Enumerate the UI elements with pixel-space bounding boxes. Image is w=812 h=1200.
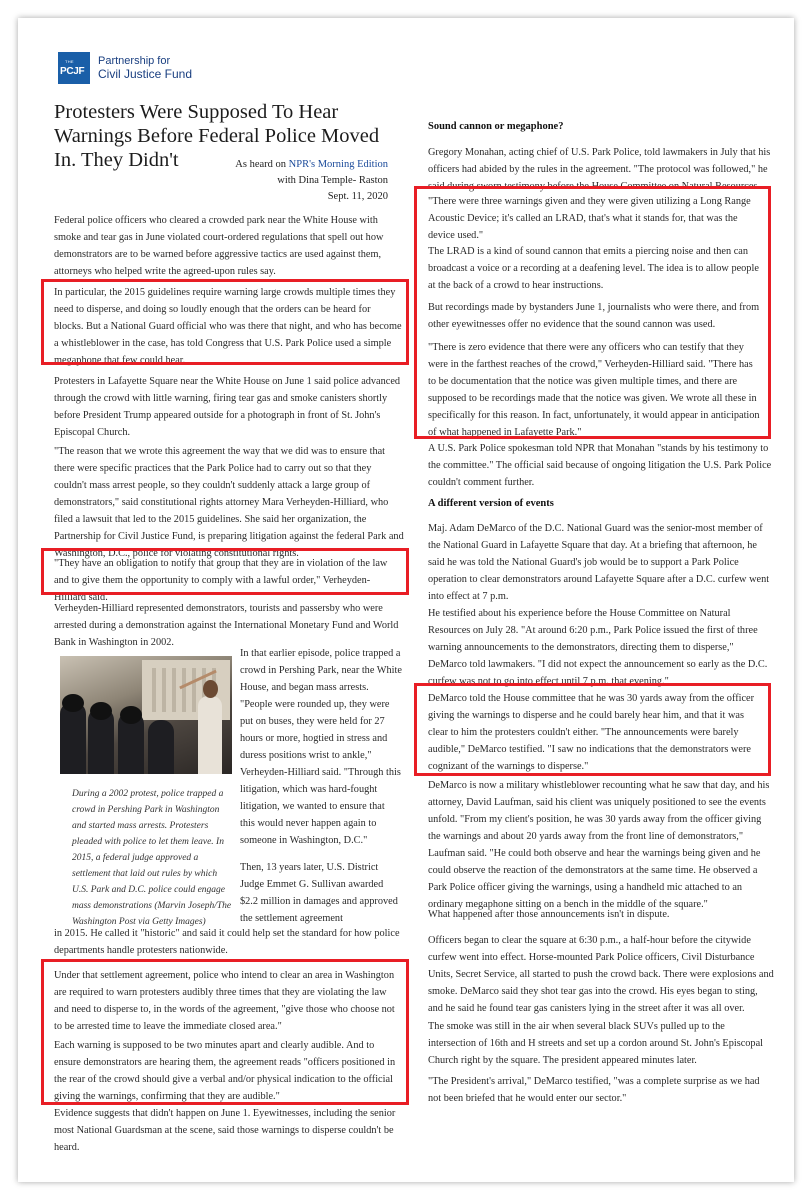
right-paragraph-6: A U.S. Park Police spokesman told NPR that Monahan "stands by his testimony to the committee." The official said because of ongoing litigation the U.S. Park Police couldn't comment further. [428,443,772,488]
right-paragraph-7: Maj. Adam DeMarco of the D.C. National Guard was the senior-most member of the National Guard in Lafayette Square that day. At a briefing that afternoon, he said he was told the National Guard's job would be to support a Park Police operation to clear demonstrators around Lafayette Square after a D.C. curfew went into effect at 7 p.m. [428,523,770,602]
right-paragraph-10: DeMarco is now a military whistleblower recounting what he saw that day, and his attorney, David Laufman, said his client was uniquely positioned to see the events unfold. "From my client's position, he was 30 yards away from the officer giving the warnings and about 20 yards away from the front line of demonstrators," Laufman said. "He could both observe and hear the warnings being given and he could observe the reaction of the demonstrators at the same time. He observed a Park Police officer giving the warnings, using a handheld mic attached to an ordinary megaphone sitting on a bench in the middle of the square." [428,780,770,910]
left-paragraph-8: Then, 13 years later, U.S. District Judge Emmet G. Sullivan awarded $2.2 million in damages and approved the settlement agreement [240,862,398,924]
left-paragraph-7: In that earlier episode, police trapped a crowd in Pershing Park, near the White House, and began mass arrests. "People were rounded up, they were put on buses, they were held for 27 hours or more, hogtied in stress and duress positions wrist to ankle," Verheyden-Hilliard said. "Through this litigation, which was hard-fought litigation, we wanted to ensure that this would never happen again to someone in Washington, D.C." [240,648,402,846]
right-heading-1: Sound cannon or megaphone? [428,121,564,132]
byline-date: Sept. 11, 2020 [327,191,388,202]
highlight-box-obligation [41,548,409,595]
highlight-box-settlement [41,959,409,1105]
left-paragraph-9: Under that settlement agreement, police who intend to clear an area in Washington are required to warn protesters audibly three times that they are violating the law and need to disperse to, in the words of the agreement, "give those who choose not to be arrested time to leave the immediate closed area." [54,970,395,1032]
org-name [98,55,192,81]
pcjf-logo [58,52,90,84]
left-paragraph-6: Verheyden-Hilliard represented demonstrators, tourists and passersby who were arrested during a demonstration against the International Monetary Fund and World Bank in Washington in 2002. [54,603,399,648]
left-paragraph-5: "They have an obligation to notify that group that they are in violation of the law and to give them the opportunity to comply with a lawful order," Verheyden-Hilliard said. [54,558,388,603]
right-paragraph-2: "There were three warnings given and they were given utilizing a Long Range Acoustic Device; it's called an LRAD, that's what it stands for, that was the device used." [428,196,751,241]
photo-caption: During a 2002 protest, police trapped a crowd in Pershing Park in Washington and started mass arrests. Protesters pleaded with police to let them leave. In 2015, a federal judge approved a settlement that laid out rules by which U.S. Park and D.C. police could engage mass demonstrations (Marvin Joseph/The Washington Post via Getty Images) [72,789,232,927]
logo-abbr-text: PCJF [60,66,85,77]
byline-author: with Dina Temple- Raston [277,175,388,186]
right-paragraph-9: DeMarco told the House committee that he was 30 yards away from the officer giving the warnings to disperse and he could barely hear him, and that it was clear to him the protesters couldn't either. "The announcements were barely audible," DeMarco testified. "I saw no indications that the demonstrators were cognizant of the warnings to disperse." [428,693,755,772]
logo-the-text: THE [65,59,74,64]
right-paragraph-13: The smoke was still in the air when several black SUVs pulled up to the intersection of 16th and H streets and set up a cordon around St. John's Episcopal Church right by the square. The president appeared minutes later. [428,1021,764,1066]
left-paragraph-11: Evidence suggests that didn't happen on June 1. Eyewitnesses, including the senior most National Guardsman at the scene, said those warnings to disperse couldn't be heard. [54,1108,396,1153]
article-title: Protesters Were Supposed To Hear Warnings Before Federal Police Moved In. They Didn't [54,101,380,171]
right-paragraph-3: The LRAD is a kind of sound cannon that emits a piercing noise and then can broadcast a voice or a recording at a deafening level. The idea is to allow people at the back of a crowd to hear instructions. [428,246,759,291]
highlight-box-demarco [414,683,771,776]
org-name-line2: Civil Justice Fund [98,67,193,81]
right-heading-2: A different version of events [428,498,554,509]
right-paragraph-1: Gregory Monahan, acting chief of U.S. Park Police, told lawmakers in July that his officers had abided by the rules in the agreement. "The protocol was followed," he said during sworn testimony before the House Committee on Natural Resources. [428,147,771,192]
right-paragraph-5: "There is zero evidence that there were any officers who can testify that they were in the farthest reaches of the crowd," Verheyden-Hilliard said. "There has to be documentation that the notice was given multiple times, and there are supposed to be recordings made that the notice was given. We wrote all these in specifically for this reason. In fact, unfortunately, it would appear in anticipation of what happened in Lafayette Park." [428,342,760,438]
left-paragraph-1: Federal police officers who cleared a crowded park near the White House with smoke and tear gas in June violated court-ordered regulations that spell out how demonstrators are to be warned before aggressive tactics are used against them, attorneys who helped write the agreed-upon rules say. [54,215,384,277]
left-paragraph-8-continued: in 2015. He called it "historic" and said it could help set the standard for how police departments handle protesters nationwide. [54,928,400,956]
highlight-box-guidelines [41,279,409,365]
byline-source-link[interactable]: NPR's Morning Edition [288,159,388,170]
protest-photo [60,656,232,774]
article-byline [235,157,388,205]
right-paragraph-14: "The President's arrival," DeMarco testified, "was a complete surprise as we had not been briefed that he would enter our sector." [428,1076,760,1104]
org-name-line1: Partnership for [98,55,171,67]
highlight-box-lrad [414,186,771,439]
right-paragraph-11: What happened after those announcements isn't in dispute. [428,909,670,920]
right-paragraph-8: He testified about his experience before the House Committee on Natural Resources on July 28. "At around 6:20 p.m., Park Police issued the first of three warning announcements to the demonstrators, directing them to disperse," DeMarco told lawmakers. "I did not expect the announcement so early as the D.C. curfew was not to go into effect until 7 p.m. that evening." [428,608,768,687]
left-paragraph-10: Each warning is supposed to be two minutes apart and clearly audible. And to ensure demonstrators are hearing them, the agreement reads "officers positioned in the rear of the crowd should give a verbal and/or physical indication to the official giving the warnings, confirming that they are audible." [54,1040,396,1102]
byline-prefix: As heard on [235,159,289,170]
right-paragraph-4: But recordings made by bystanders June 1, journalists who were there, and from other eyewitnesses offer no evidence that the sound cannon was used. [428,302,760,330]
left-paragraph-3: Protesters in Lafayette Square near the White House on June 1 said police advanced through the crowd with little warning, firing tear gas and smoke canisters shortly before President Trump appeared outside for a photograph in front of St. John's Episcopal Church. [54,376,401,438]
left-paragraph-4: "The reason that we wrote this agreement the way that we did was to ensure that there were specific practices that the Park Police had to carry out so that they couldn't mass arrest people, so they couldn't suddenly attack a large group of demonstrators," said constitutional rights attorney Mara Verheyden-Hilliard, who filed a lawsuit that led to the 2015 guidelines. She said her organization, the Partnership for Civil Justice Fund, is preparing litigation against the federal Park and Washington, D.C., police for violating constitutional rights. [54,446,404,559]
right-paragraph-12: Officers began to clear the square at 6:30 p.m., a half-hour before the citywide curfew went into effect. Horse-mounted Park Police officers, Civil Disturbance Units, Secret Service, all started to push the crowd back. There were explosions and smoke. DeMarco said they shot tear gas into the crowd. His eyes began to sting, and he said he found tear gas canisters lying in the street after it was all over. [428,935,774,1014]
org-header [58,51,192,85]
left-paragraph-2: In particular, the 2015 guidelines require warning large crowds multiple times they need to disperse, and doing so loudly enough that the orders can be heard for blocks. But a National Guard official who was there that night, and who has become a whistleblower in the case, has told Congress that U.S. Park Police used a simple megaphone that few could hear. [54,287,402,366]
